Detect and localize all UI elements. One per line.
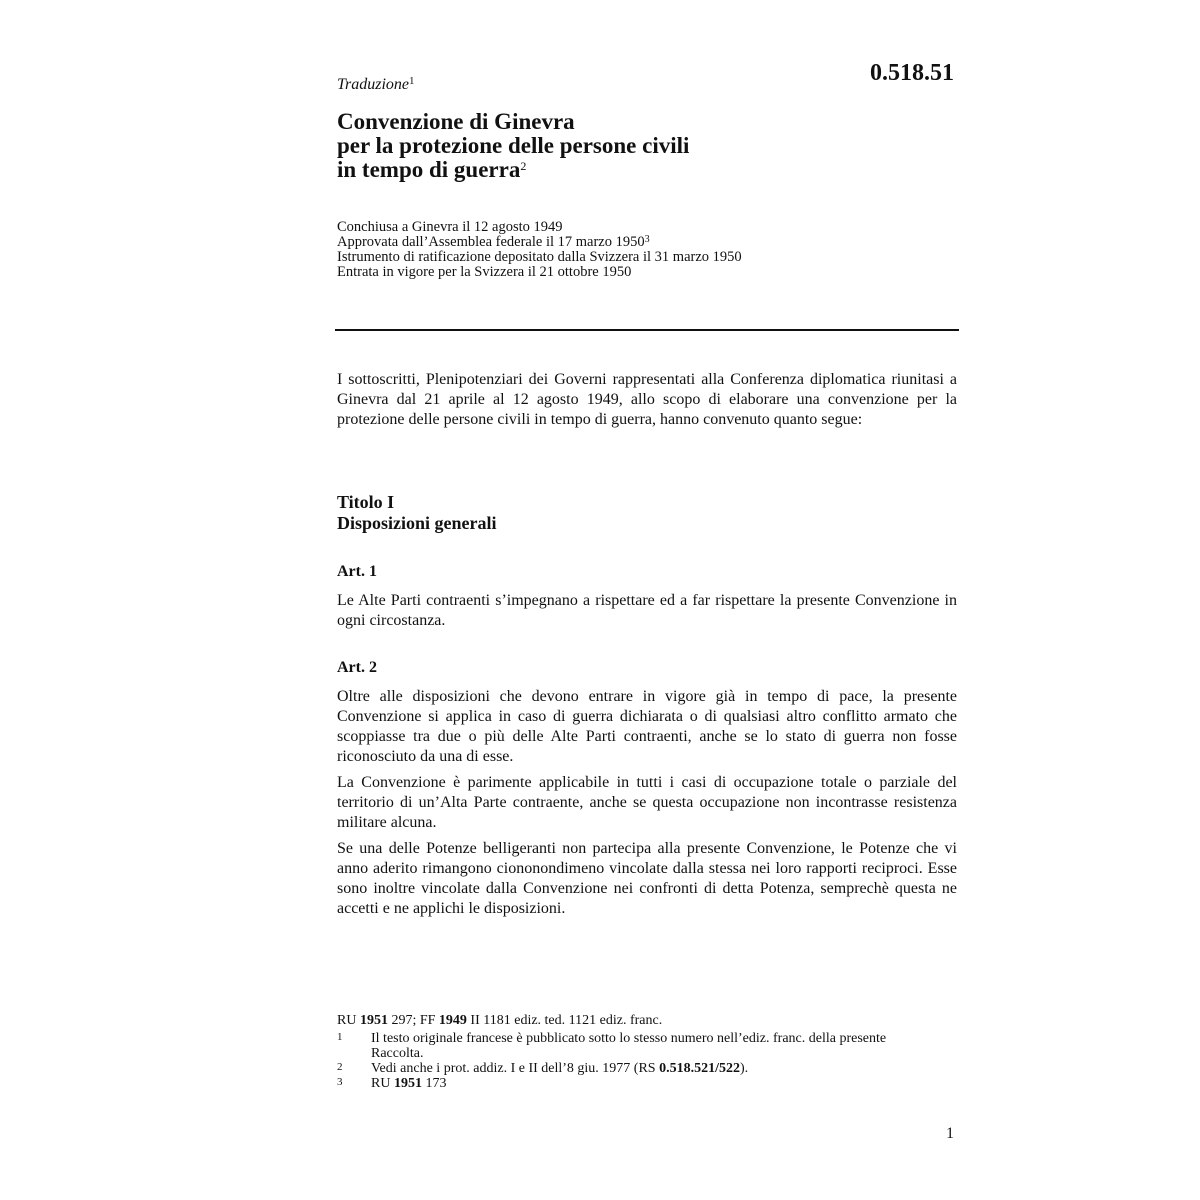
footnote-source: RU 1951 297; FF 1949 II 1181 ediz. ted. 1121 ediz. franc. (337, 1013, 663, 1028)
title-subject: Disposizioni generali (337, 513, 497, 533)
meta-approved: Approvata dall’Assemblea federale il 17 marzo 1950$^3$ (337, 234, 650, 250)
article-2-paragraph-3: Se una delle Potenze belligeranti non partecipa alla presente Convenzione, le Potenze che vi anno aderito rimangono ciononondimeno vincolate dalla stessa nei loro rapporti reciproci. Esse sono inoltre vincolate dalla Convenzione nei confronti di detta Potenza, semprechè questa ne accetti e ne applichi le disposizioni. (337, 840, 957, 917)
meta-entry-into-force: Entrata in vigore per la Svizzera il 21 ottobre 1950 (337, 264, 632, 280)
footnote-ref-3[interactable]: 3 (644, 234, 650, 245)
article-2-heading: Art. 2 (337, 659, 377, 676)
footnote-3 (337, 1076, 957, 1091)
footnotes (337, 1013, 957, 1091)
separator-rule (335, 329, 959, 331)
article-1-heading: Art. 1 (337, 563, 377, 580)
document-metadata (337, 220, 742, 280)
meta-ratification: Istrumento di ratificazione depositato dalla Svizzera il 31 marzo 1950 (337, 249, 742, 265)
translation-label: Traduzione$^1$ (337, 75, 415, 93)
meta-concluded: Conchiusa a Ginevra il 12 agosto 1949 (337, 219, 563, 235)
preamble (337, 370, 957, 430)
footnote-1 (337, 1031, 957, 1061)
preamble-text: I sottoscritti, Plenipotenziari dei Governi rappresentati alla Conferenza diplomatica riunitasi a Ginevra dal 21 aprile al 12 agosto 1949, allo scopo di elaborare una convenzione per la protezione delle persone civili in tempo di guerra, hanno convenuto quanto segue: (337, 371, 957, 428)
title-line-1: Convenzione di Ginevra (337, 109, 575, 134)
footnote-1-number: 1 (337, 1031, 343, 1043)
title-line-3: in tempo di guerra$^2$ (337, 157, 527, 182)
footnote-1-text: Il testo originale francese è pubblicato sotto lo stesso numero nell’ediz. franc. della presente Raccolta. (371, 1031, 887, 1061)
article-2-paragraph-1: Oltre alle disposizioni che devono entrare in vigore già in tempo di pace, la presente Convenzione si applica in caso di guerra dichiarata o di qualsiasi altro conflitto armato che scoppiasse tra due o più delle Alte Parti contraenti, anche se lo stato di guerra non fosse riconosciuto da una di esse. (337, 688, 957, 765)
footnote-ref-2[interactable]: 2 (520, 159, 527, 173)
article-1-text: Le Alte Parti contraenti s’impegnano a rispettare ed a far rispettare la presente Convenzione in ogni circostanza. (337, 592, 957, 629)
document-title (337, 110, 689, 182)
article-2-body (337, 687, 957, 919)
title-line-2: per la protezione delle persone civili (337, 133, 690, 158)
sr-number: 0.518.51 (870, 60, 954, 86)
title-heading (337, 492, 497, 534)
footnote-3-number: 3 (337, 1076, 343, 1088)
footnote-ref-1[interactable]: 1 (409, 75, 415, 87)
title-number: Titolo I (337, 492, 395, 512)
footnote-3-text: RU 1951 173 (371, 1076, 447, 1091)
footnote-2-number: 2 (337, 1061, 343, 1073)
footnote-2-text: Vedi anche i prot. addiz. I e II dell’8 giu. 1977 (RS 0.518.521/522). (371, 1061, 749, 1076)
footnote-2 (337, 1061, 957, 1076)
article-1-body (337, 591, 957, 631)
page-number: 1 (946, 1125, 954, 1142)
footnote-2-link[interactable]: 0.518.521/522 (659, 1061, 740, 1076)
article-2-paragraph-2: La Convenzione è parimente applicabile in tutti i casi di occupazione totale o parziale del territorio di un’Alta Parte contraente, anche se questa occupazione non incontrasse resistenza militare alcuna. (337, 774, 957, 831)
